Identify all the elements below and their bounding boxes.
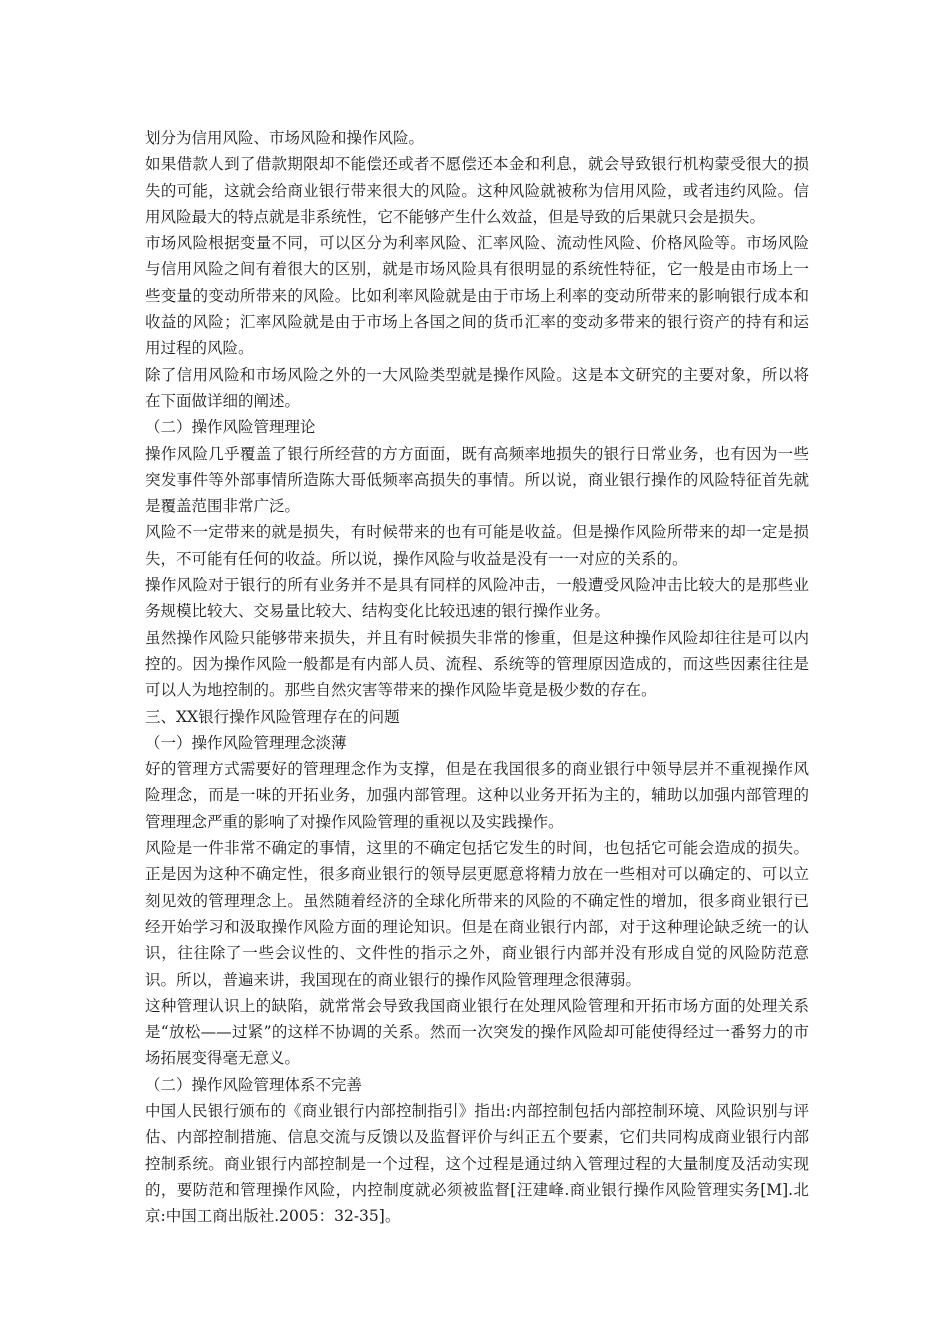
paragraph-uncertainty: 风险是一件非常不确定的事情，这里的不确定包括它发生的时间，也包括它可能会造成的损失。正是因为这种不确定性，很多商业银行的领导层更愿意将精力放在一些相对可以确定的、可以立刻见效的管理理念上。虽然随着经济的全球化所带来的风险的不确定性的增加，很多商业银行已经开始学习和汲取操作风险方面的理论知识。但是在商业银行内部，对于这种理论缺乏统一的认识，往往除了一些会议性的、文件性的指示之外，商业银行内部并没有形成自觉的风险防范意识。所以，普遍来讲，我国现在的商业银行的操作风险管理理念很薄弱。 [145, 839, 809, 989]
paragraph-operational-risk-intro: 除了信用风险和市场风险之外的一大风险类型就是操作风险。这是本文研究的主要对象，所以将在下面做详细的阐述。 [145, 365, 809, 410]
section-heading-system: （二）操作风险管理体系不完善 [145, 1075, 363, 1094]
section-heading-theory: （二）操作风险管理理论 [145, 418, 316, 437]
document-page [145, 125, 809, 1229]
paragraph-intro: 划分为信用风险、市场风险和操作风险。 [145, 129, 425, 147]
chapter-heading-problems: 三、XX银行操作风险管理存在的问题 [145, 707, 400, 726]
paragraph-loss-only: 风险不一定带来的就是损失，有时候带来的也有可能是收益。但是操作风险所带来的却一定是损失，不可能有任何的收益。所以说，操作风险与收益是没有一一对应的关系的。 [145, 523, 809, 568]
paragraph-market-risk: 市场风险根据变量不同，可以区分为利率风险、汇率风险、流动性风险、价格风险等。市场风险与信用风险之间有着很大的区别，就是市场风险具有很明显的系统性特征，它一般是由市场上一些变量的变动所带来的风险。比如利率风险就是由于市场上利率的变动所带来的影响银行成本和收益的风险；汇率风险就是由于市场上各国之间的货币汇率的变动多带来的银行资产的持有和运用过程的风险。 [145, 234, 809, 358]
paragraph-management-concept: 好的管理方式需要好的管理理念作为支撑，但是在我国很多的商业银行中领导层并不重视操作风险理念，而是一味的开拓业务，加强内部管理。这种以业务开拓为主的，辅助以加强内部管理的管理理念严重的影响了对操作风险管理的重视以及实践操作。 [145, 760, 809, 831]
section-heading-concept: （一）操作风险管理理念淡薄 [145, 733, 347, 752]
paragraph-internal-control: 中国人民银行颁布的《商业银行内部控制指引》指出:内部控制包括内部控制环境、风险识别与评估、内部控制措施、信息交流与反馈以及监督评价与纠正五个要素，它们共同构成商业银行内部控制系统。商业银行内部控制是一个过程，这个过程是通过纳入管理过程的大量制度及活动实现的，要防范和管理操作风险，内控制度就必须被监督[汪建峰.商业银行操作风险管理实务[M].北京:中国工商出版社.2005：32-35]。 [145, 1101, 809, 1226]
paragraph-controllable: 虽然操作风险只能够带来损失，并且有时候损失非常的惨重，但是这种操作风险却往往是可以内控的。因为操作风险一般都是有内部人员、流程、系统等的管理原因造成的，而这些因素往往是可以人为地控制的。那些自然灾害等带来的操作风险毕竟是极少数的存在。 [145, 628, 809, 700]
paragraph-business-impact: 操作风险对于银行的所有业务并不是具有同样的风险冲击，一般遭受风险冲击比较大的是那些业务规模比较大、交易量比较大、结构变化比较迅速的银行操作业务。 [145, 576, 809, 621]
paragraph-credit-risk: 如果借款人到了借款期限却不能偿还或者不愿偿还本金和利息，就会导致银行机构蒙受很大的损失的可能，这就会给商业银行带来很大的风险。这种风险就被称为信用风险，或者违约风险。信用风险最大的特点就是非系统性，它不能够产生什么效益，但是导致的后果就只会是损失。 [145, 155, 809, 226]
paragraph-deficiency: 这种管理认识上的缺陷，就常常会导致我国商业银行在处理风险管理和开拓市场方面的处理关系是“放松——过紧”的这样不协调的关系。然而一次突发的操作风险却可能使得经过一番努力的市场拓展变得毫无意义。 [145, 996, 809, 1068]
paragraph-coverage: 操作风险几乎覆盖了银行所经营的方方面面，既有高频率地损失的银行日常业务，也有因为一些突发事件等外部事情所造陈大哥低频率高损失的事情。所以说，商业银行操作的风险特征首先就是覆盖范围非常广泛。 [145, 444, 809, 516]
